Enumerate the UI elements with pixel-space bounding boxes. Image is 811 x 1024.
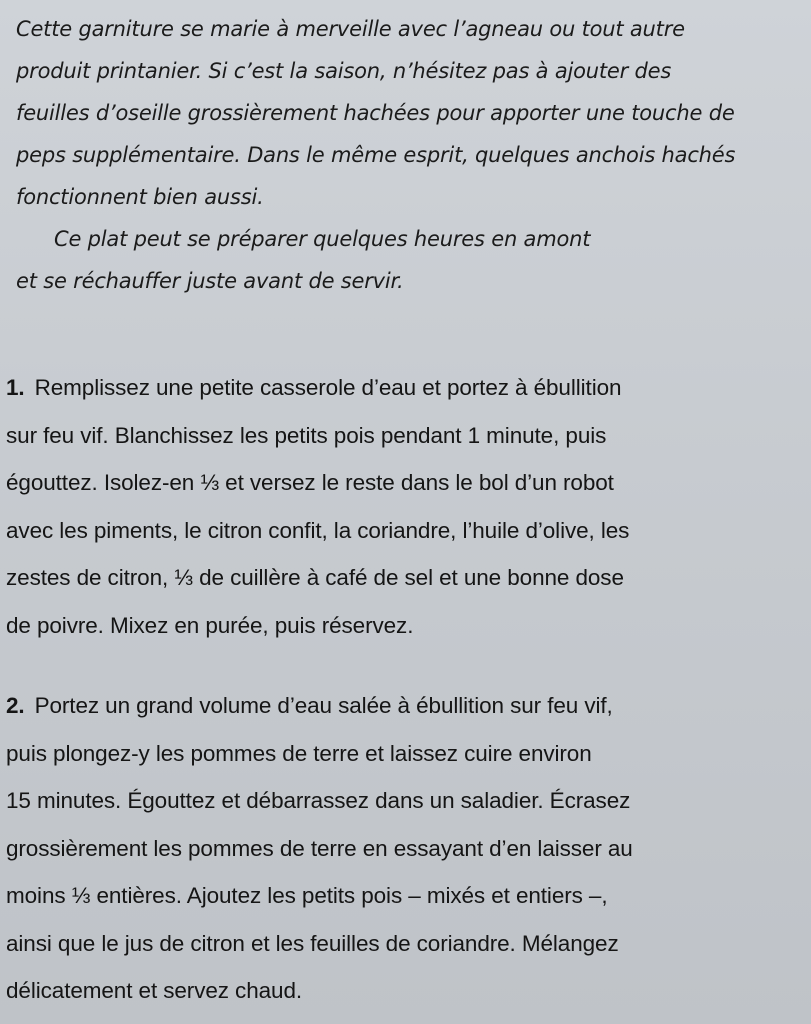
recipe-intro [16, 8, 806, 302]
step-line [6, 364, 806, 412]
step-line: moins ⅓ entières. Ajoutez les petits pois – mixés et entiers –, [6, 883, 608, 908]
intro-line: et se réchauffer juste avant de servir. [16, 269, 404, 293]
step-line: grossièrement les pommes de terre en essayant d’en laisser au [6, 835, 633, 861]
intro-line: Cette garniture se marie à merveille avec l’agneau ou tout autre [16, 17, 685, 41]
recipe-steps [6, 364, 806, 1015]
step-number: 2. [6, 693, 25, 718]
step-number: 1. [6, 375, 25, 400]
step-line [6, 682, 806, 730]
intro-line: feuilles d’oseille grossièrement hachées pour apporter une touche de [16, 101, 735, 125]
step-line: délicatement et servez chaud. [6, 978, 303, 1003]
intro-line: peps supplémentaire. Dans le même esprit, quelques anchois hachés [16, 143, 736, 167]
intro-paragraph [16, 218, 806, 302]
step-line: égouttez. Isolez-en ⅓ et versez le reste dans le bol d’un robot [6, 470, 614, 495]
step-line: 15 minutes. Égouttez et débarrassez dans un saladier. Écrasez [6, 788, 631, 813]
step-line: sur feu vif. Blanchissez les petits pois pendant 1 minute, puis [6, 422, 607, 448]
intro-line: produit printanier. Si c’est la saison, n’hésitez pas à ajouter des [16, 59, 672, 83]
intro-paragraph [16, 8, 806, 218]
step-paragraph [6, 364, 806, 649]
step-text: Remplissez une petite casserole d’eau et portez à ébullition [34, 375, 622, 400]
step-line: ainsi que le jus de citron et les feuilles de coriandre. Mélangez [6, 930, 619, 956]
step-line: zestes de citron, ⅓ de cuillère à café de sel et une bonne dose [6, 565, 624, 590]
step-1 [6, 364, 806, 649]
step-text: Portez un grand volume d’eau salée à ébullition sur feu vif, [34, 693, 613, 718]
step-line: avec les piments, le citron confit, la coriandre, l’huile d’olive, les [6, 517, 630, 543]
step-line: puis plongez-y les pommes de terre et laissez cuire environ [6, 740, 592, 766]
step-2 [6, 682, 806, 1015]
intro-line: fonctionnent bien aussi. [16, 185, 264, 209]
intro-line: Ce plat peut se préparer quelques heures en amont [54, 227, 591, 251]
step-paragraph [6, 682, 806, 1015]
step-line: de poivre. Mixez en purée, puis réservez. [6, 612, 414, 638]
